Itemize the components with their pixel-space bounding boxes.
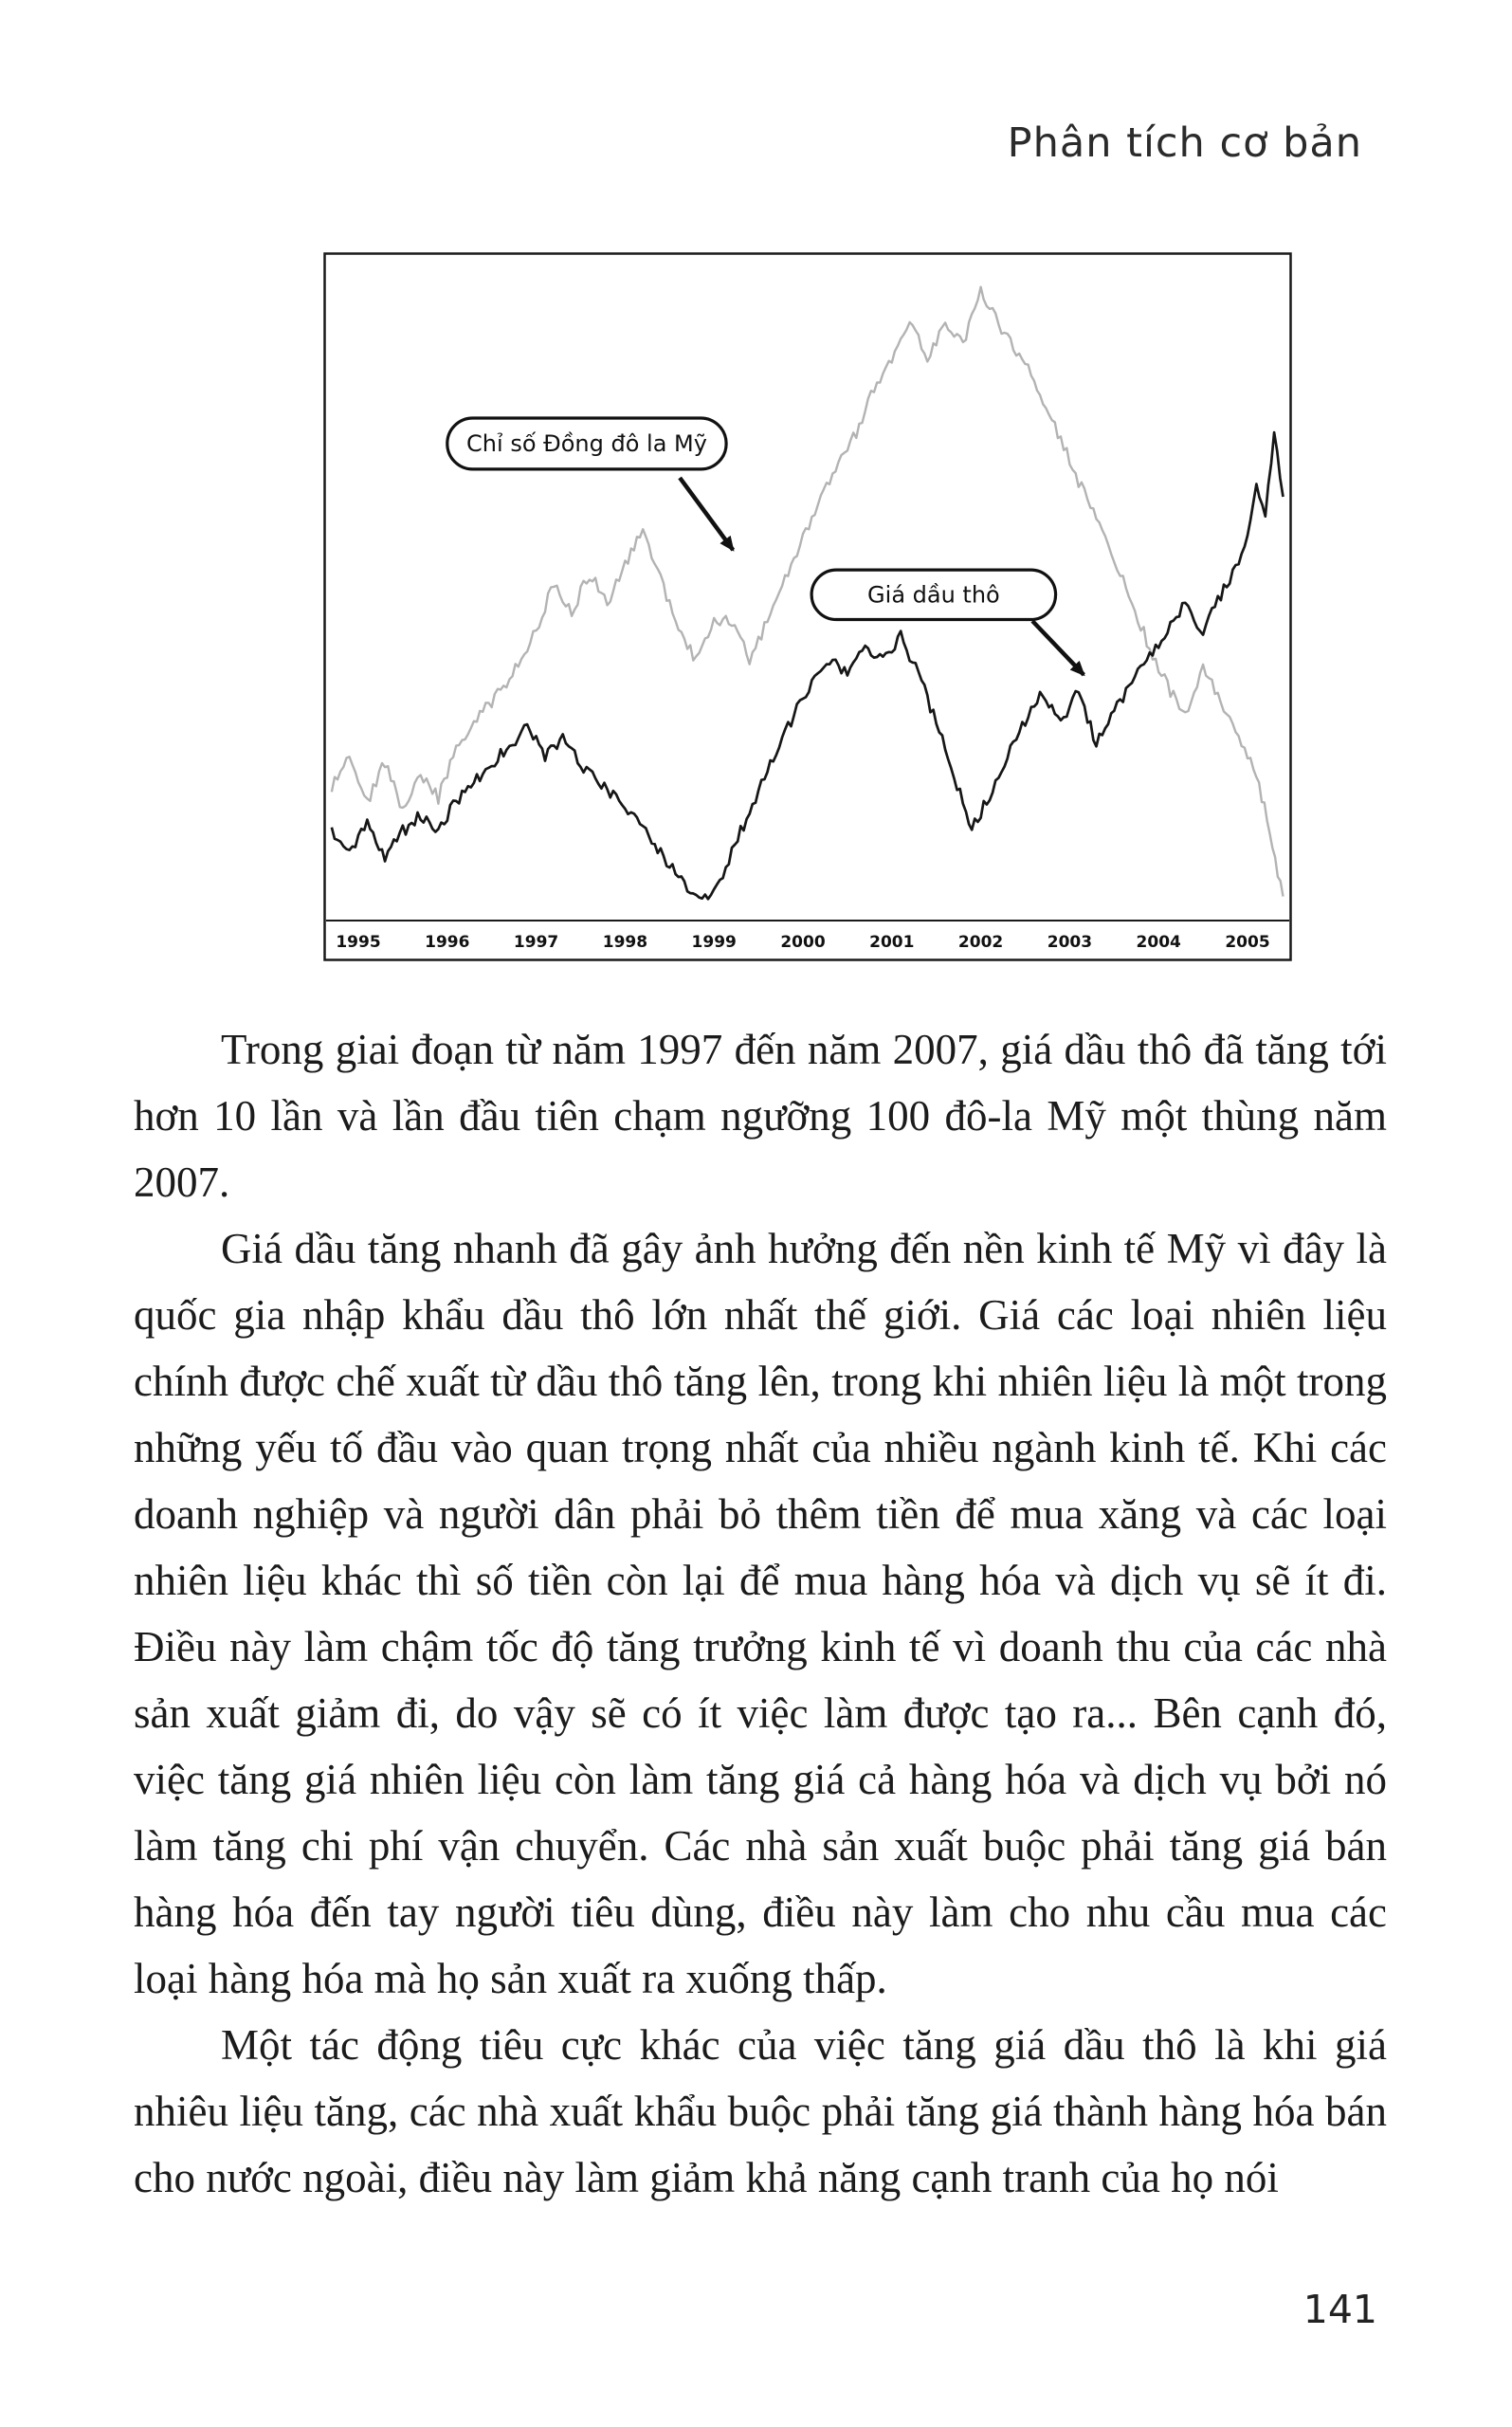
annotation-label: Chỉ số Đồng đô la Mỹ [466,430,707,457]
x-tick-label: 2002 [957,933,1004,952]
x-tick-label: 2003 [1047,933,1093,952]
crude-oil-line [332,432,1284,899]
annotation-label: Giá dầu thô [867,581,1000,609]
x-tick-label: 2004 [1136,933,1181,952]
running-header: Phân tích cơ bản [1007,119,1362,167]
x-tick-label: 1999 [691,933,737,952]
annotation-arrow [1032,621,1084,675]
x-tick-label: 1996 [425,933,470,952]
x-tick-label: 2000 [780,933,826,952]
body-paragraph: Một tác động tiêu cực khác của việc tăng giá dầu thô là khi giá nhiêu liệu tăng, các nhà xuất khẩu buộc phải tăng giá thành hàng hóa bán cho nước ngoài, điều này làm giảm khả năng cạnh tranh của họ nói [134,2021,1387,2201]
annotation-arrow [680,478,733,550]
x-tick-label: 1997 [513,933,559,952]
x-tick-label: 1995 [336,933,381,952]
x-tick-label: 1998 [602,933,648,952]
x-tick-label: 2001 [869,933,915,952]
chart-frame [325,254,1291,960]
chart-canvas [323,252,1292,961]
x-tick-label: 2005 [1225,933,1270,952]
us-dollar-index-line [332,287,1284,897]
body-paragraph: Trong giai đoạn từ năm 1997 đến năm 2007, giá dầu thô đã tăng tới hơn 10 lần và lần đầu tiên chạm ngưỡng 100 đô-la Mỹ một thùng năm 2007. [134,1026,1387,1206]
page-number: 141 [1303,2287,1377,2332]
article-body [134,1016,1387,2211]
body-paragraph: Giá dầu tăng nhanh đã gây ảnh hưởng đến nền kinh tế Mỹ vì đây là quốc gia nhập khẩu dầu thô lớn nhất thế giới. Giá các loại nhiên liệu chính được chế xuất từ dầu thô tăng lên, trong khi nhiên liệu là một trong những yếu tố đầu vào quan trọng nhất của nhiều ngành kinh tế. Khi các doanh nghiệp và người dân phải bỏ thêm tiền để mua xăng và các loại nhiên liệu khác thì số tiền còn lại để mua hàng hóa và dịch vụ sẽ ít đi. Điều này làm chậm tốc độ tăng trưởng kinh tế vì doanh thu của các nhà sản xuất giảm đi, do vậy sẽ có ít việc làm được tạo ra... Bên cạnh đó, việc tăng giá nhiên liệu còn làm tăng giá cả hàng hóa và dịch vụ bởi nó làm tăng chi phí vận chuyển. Các nhà sản xuất buộc phải tăng giá bán hàng hóa đến tay người tiêu dùng, điều này làm cho nhu cầu mua các loại hàng hóa mà họ sản xuất ra xuống thấp. [134,1225,1387,2002]
oil-vs-dollar-chart [323,252,1292,961]
